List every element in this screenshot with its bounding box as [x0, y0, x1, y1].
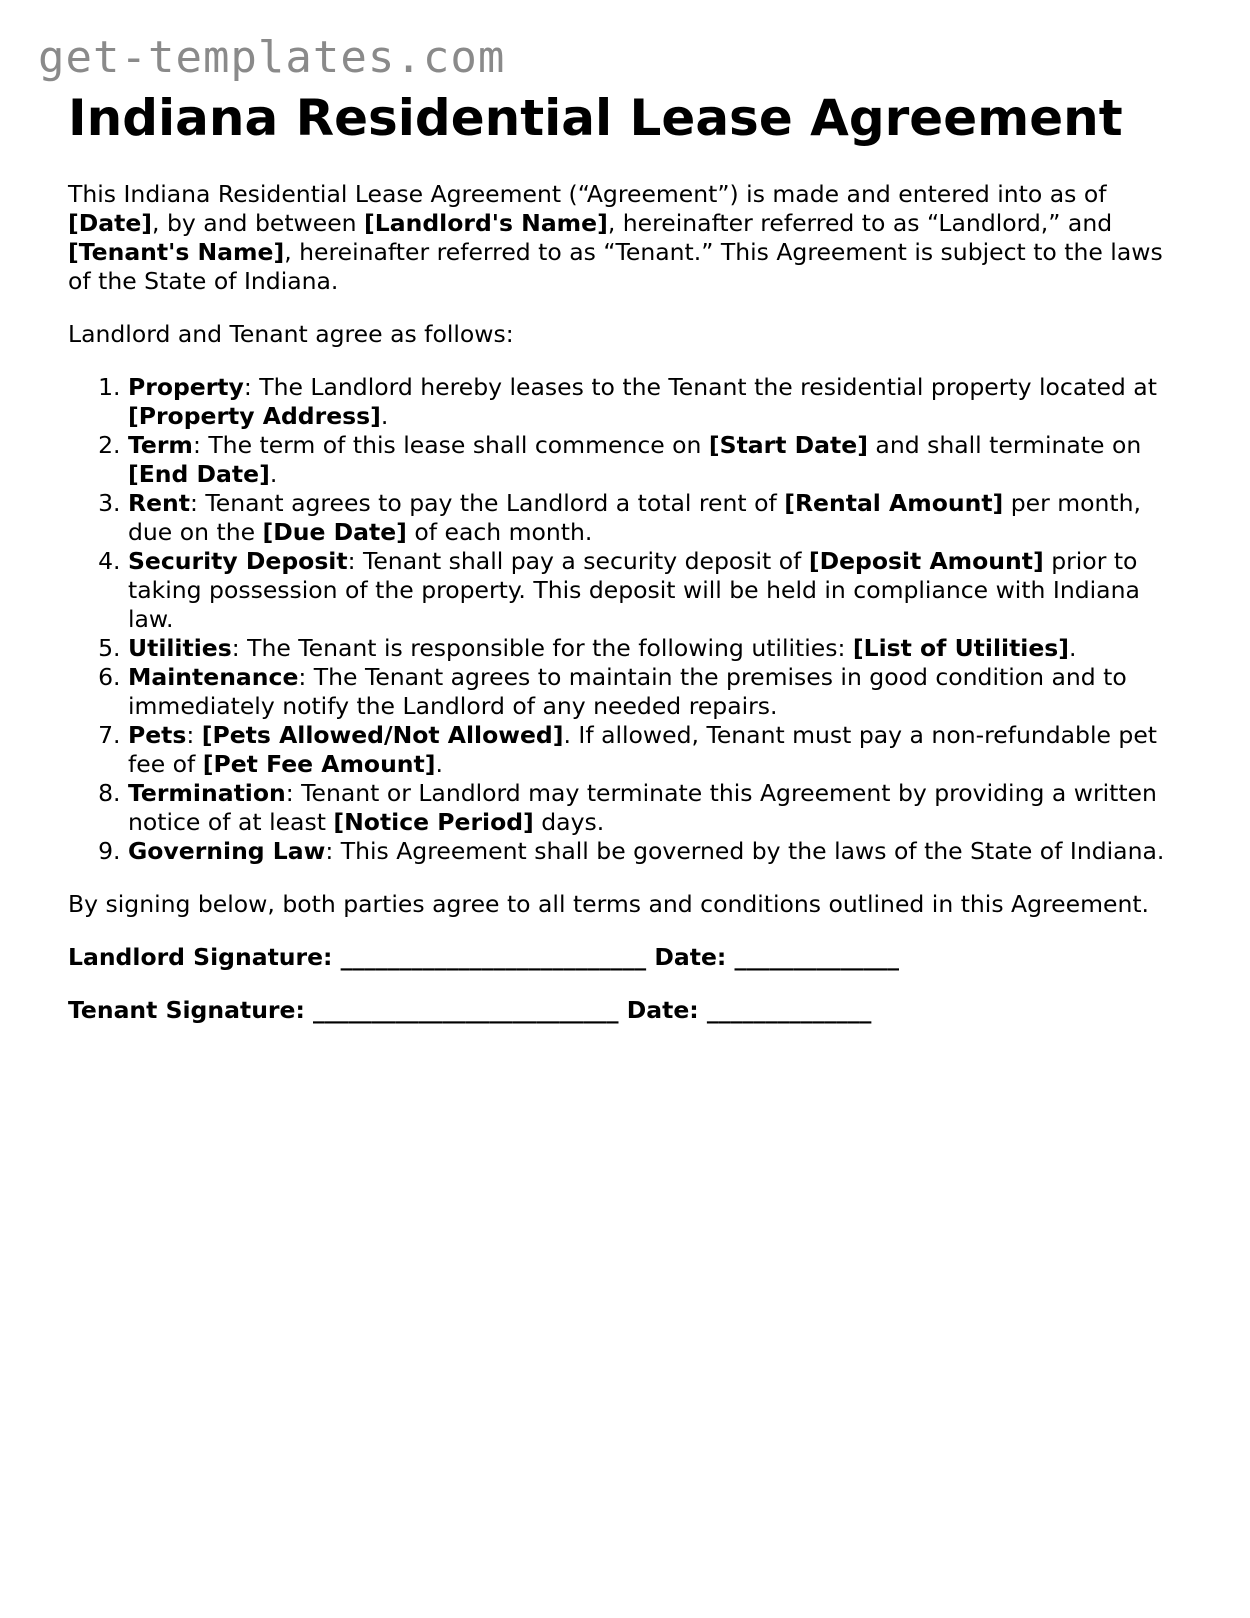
date-field: [Date] — [68, 209, 153, 237]
term-text: : Tenant or Landlord may terminate this Agreement by providing a written notice of at least — [128, 779, 1157, 836]
term-label: Pets — [128, 721, 187, 749]
document-page — [68, 88, 1188, 1025]
term-text: : The Landlord hereby leases to the Tenant the residential property located at — [243, 373, 1157, 401]
term-text: : — [186, 721, 202, 749]
term-pets — [128, 721, 1188, 779]
term-text: . — [269, 460, 278, 488]
term-property — [128, 373, 1188, 431]
pet-fee-amount-field: [Pet Fee Amount] — [202, 750, 436, 778]
term-rent — [128, 489, 1188, 547]
term-text: . — [435, 750, 443, 778]
term-label: Termination — [128, 779, 286, 807]
property-address-field: [Property Address] — [128, 402, 381, 430]
due-date-field: [Due Date] — [262, 518, 407, 546]
tenant-name-field: [Tenant's Name] — [68, 238, 285, 266]
term-text: : The Tenant is responsible for the following utilities: — [231, 634, 853, 662]
rental-amount-field: [Rental Amount] — [784, 489, 1004, 517]
term-text: . If allowed, Tenant must pay a non-refundable pet fee of — [128, 721, 1158, 778]
intro-text-2: , by and between — [152, 209, 365, 237]
term-utilities — [128, 634, 1188, 663]
intro-text-1: This Indiana Residential Lease Agreement (“Agreement”) is made and entered into as of — [68, 180, 1107, 208]
pets-allowed-field: [Pets Allowed/Not Allowed] — [201, 721, 564, 749]
landlord-signature-blank[interactable]: __________________________ — [340, 943, 647, 971]
landlord-signature-line — [68, 943, 1188, 972]
term-text: prior to taking possession of the property. This deposit will be held in compliance with Indiana law. — [128, 547, 1140, 633]
lead-paragraph: Landlord and Tenant agree as follows: — [68, 320, 514, 348]
utilities-list-field: [List of Utilities] — [852, 634, 1070, 662]
watermark: get-templates.com — [38, 32, 506, 83]
landlord-signature-label: Landlord Signature: — [68, 943, 333, 971]
term-text: . — [380, 402, 389, 430]
term-governing-law — [128, 837, 1188, 866]
term-label: Governing Law — [128, 837, 326, 865]
term-label: Utilities — [128, 634, 232, 662]
notice-period-field: [Notice Period] — [333, 808, 534, 836]
end-date-field: [End Date] — [128, 460, 270, 488]
term-label: Maintenance — [128, 663, 299, 691]
term-termination — [128, 779, 1188, 837]
term-security-deposit — [128, 547, 1188, 634]
deposit-amount-field: [Deposit Amount] — [808, 547, 1044, 575]
term-text: . — [1069, 634, 1077, 662]
landlord-date-label: Date: — [654, 943, 727, 971]
term-text: : Tenant shall pay a security deposit of — [347, 547, 809, 575]
term-text: : The term of this lease shall commence on — [192, 431, 709, 459]
term-label: Security Deposit — [128, 547, 348, 575]
closing-paragraph: By signing below, both parties agree to all terms and conditions outlined in this Agreement. — [68, 890, 1150, 918]
term-text: : Tenant agrees to pay the Landlord a total rent of — [190, 489, 785, 517]
tenant-signature-blank[interactable]: __________________________ — [313, 996, 619, 1024]
term-maintenance — [128, 663, 1188, 721]
intro-text-3: , hereinafter referred to as “Landlord,” and — [607, 209, 1113, 237]
document-title: Indiana Residential Lease Agreement — [68, 89, 1123, 147]
term-term — [128, 431, 1188, 489]
intro-text-4: , hereinafter referred to as “Tenant.” This Agreement is subject to the laws of the State of Indiana. — [68, 238, 1163, 295]
term-text: days. — [533, 808, 605, 836]
intro-paragraph — [68, 180, 1188, 296]
landlord-date-blank[interactable]: ______________ — [734, 943, 899, 971]
term-label: Rent — [128, 489, 190, 517]
term-text: : This Agreement shall be governed by the laws of the State of Indiana. — [325, 837, 1165, 865]
terms-list — [68, 373, 1188, 866]
term-label: Property — [128, 373, 244, 401]
term-text: : The Tenant agrees to maintain the premises in good condition and to immediately notify the Landlord of any needed repairs. — [128, 663, 1127, 720]
tenant-signature-line — [68, 996, 1188, 1025]
term-text: and shall terminate on — [867, 431, 1142, 459]
start-date-field: [Start Date] — [708, 431, 868, 459]
term-text: of each month. — [406, 518, 593, 546]
tenant-signature-label: Tenant Signature: — [68, 996, 305, 1024]
term-label: Term — [128, 431, 193, 459]
landlord-name-field: [Landlord's Name] — [364, 209, 608, 237]
tenant-date-label: Date: — [626, 996, 699, 1024]
tenant-date-blank[interactable]: ______________ — [706, 996, 872, 1024]
term-text: per month, due on the — [128, 489, 1142, 546]
